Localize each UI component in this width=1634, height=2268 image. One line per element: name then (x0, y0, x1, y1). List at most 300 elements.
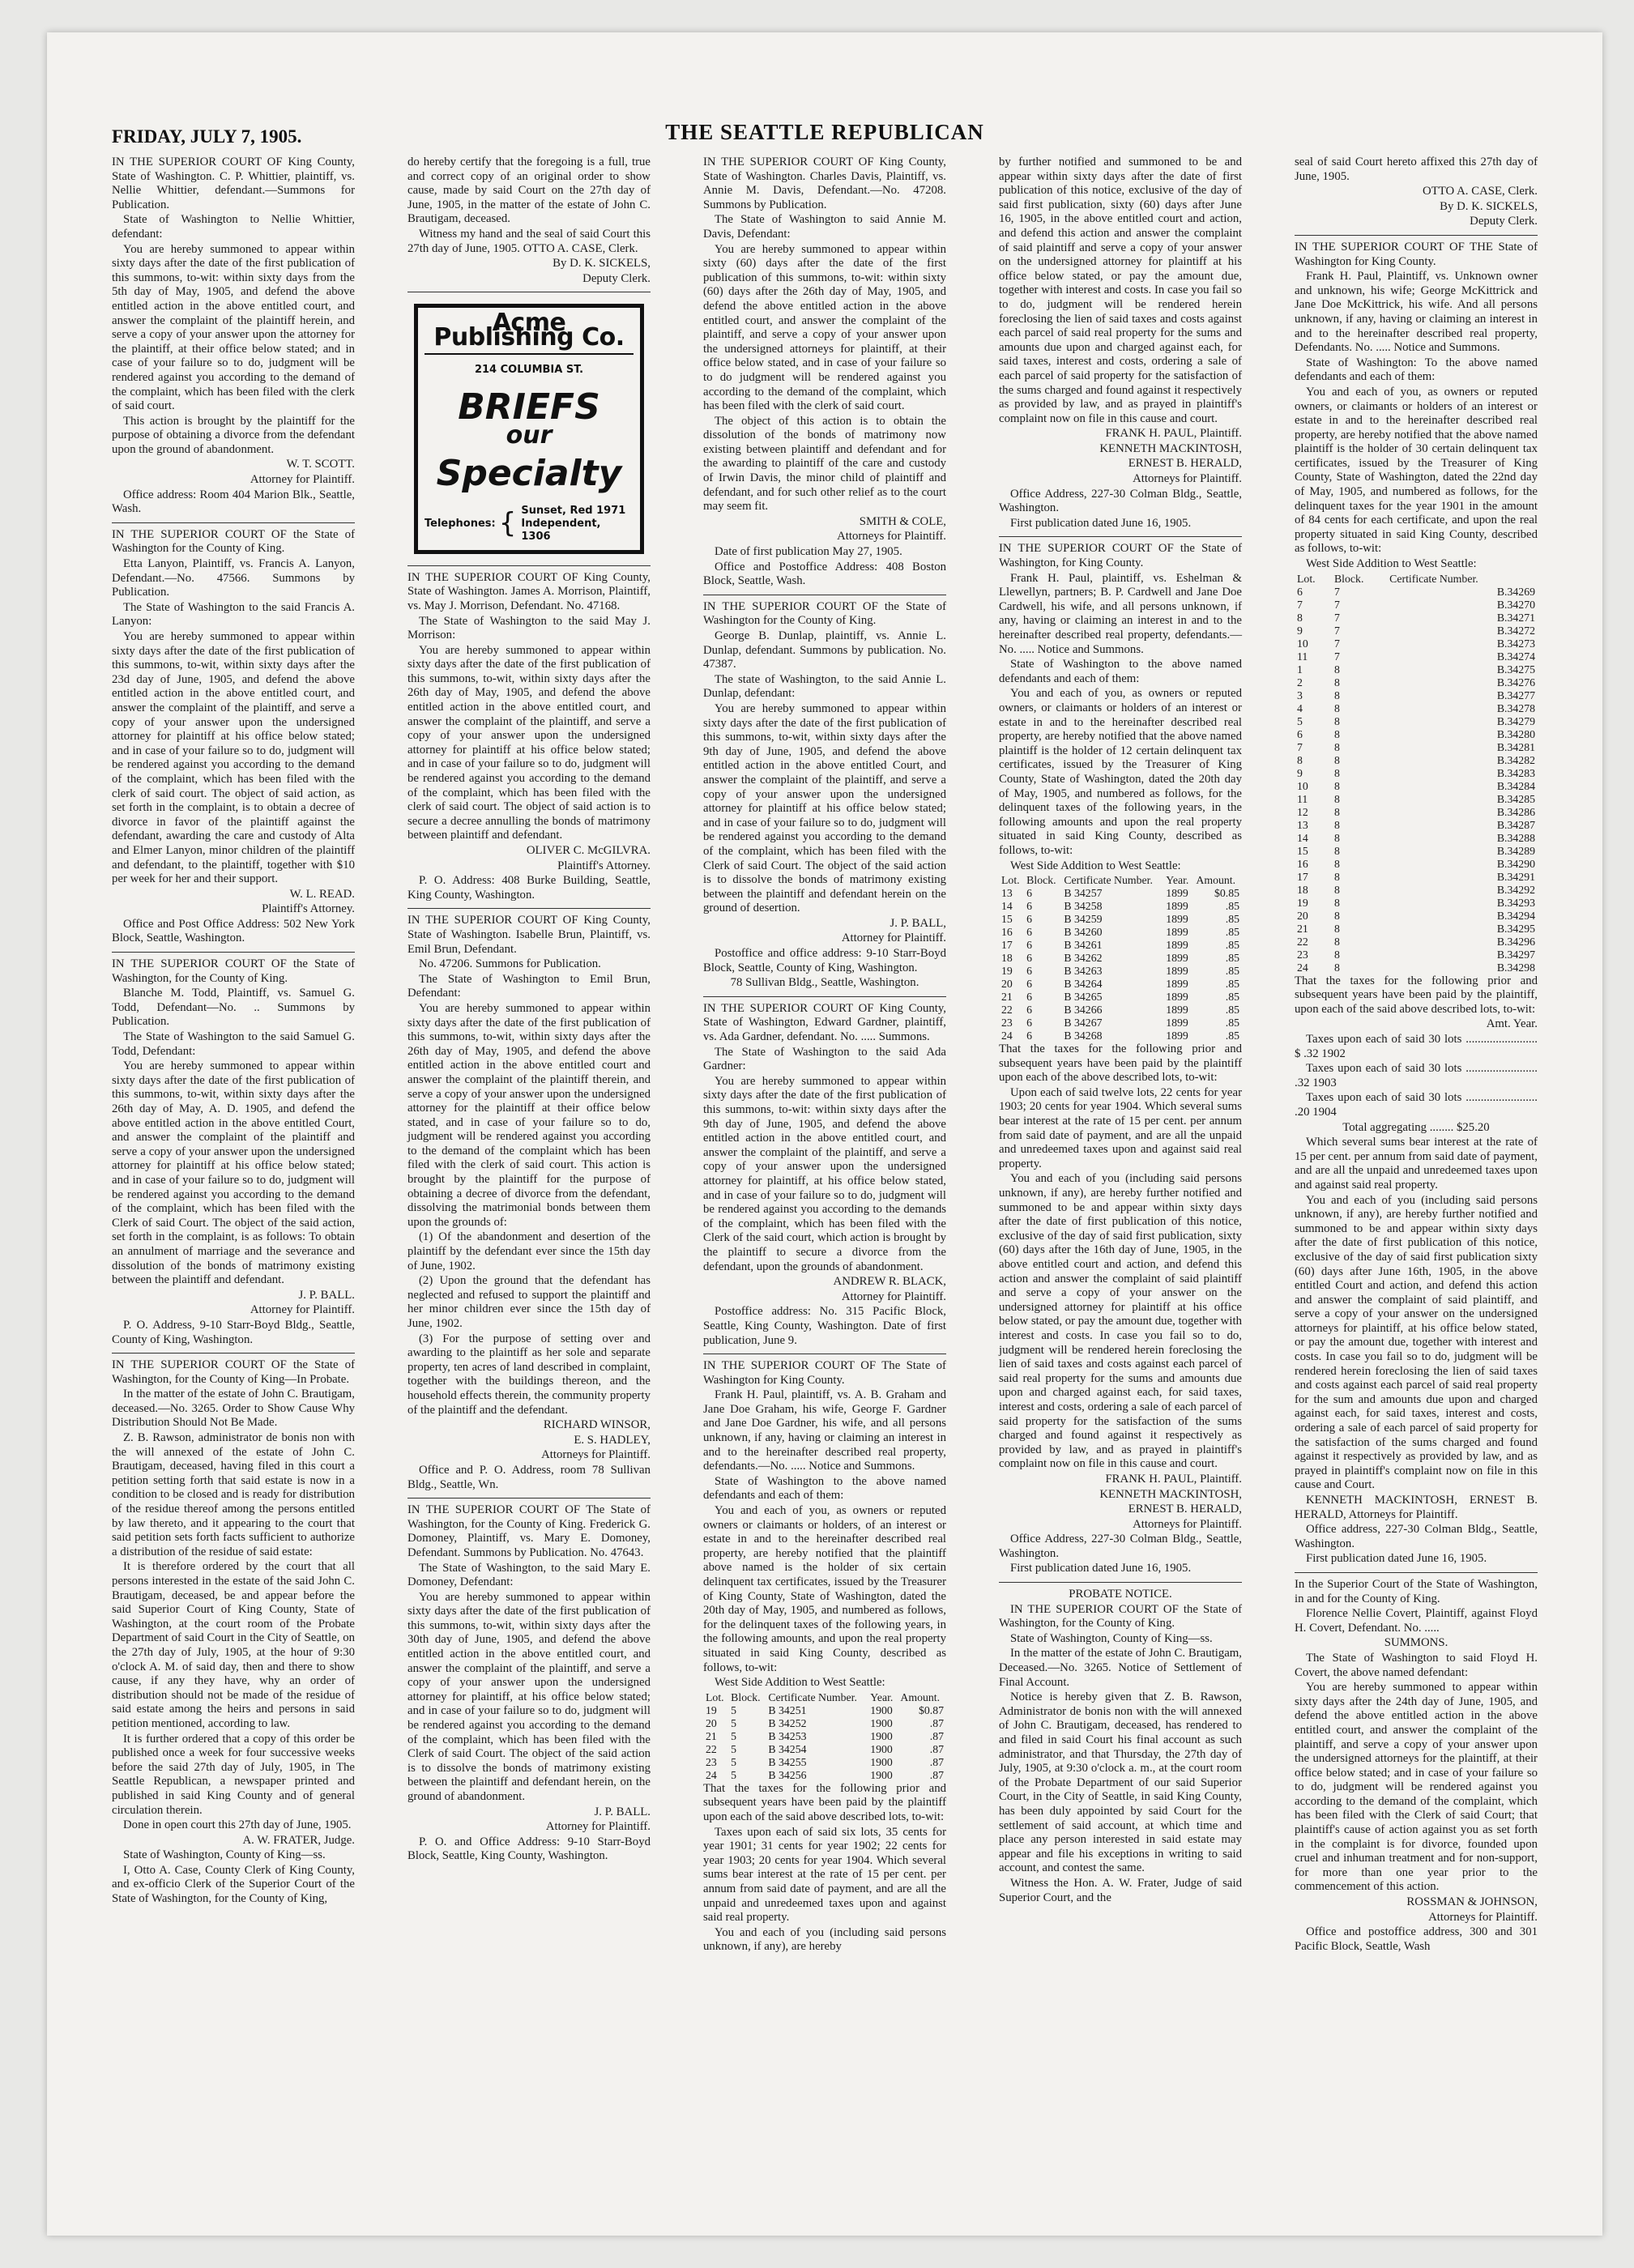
notice-paragraph: That the taxes for the following prior and subsequent years have been paid by the plaintiff, upon each of the said above described lots, to-wit: (1295, 974, 1538, 1016)
table-cell: B 34263 (1064, 965, 1103, 978)
table-cell: 1900 (870, 1729, 893, 1742)
table-cell: 21 (1001, 991, 1013, 1004)
certificate-table (703, 1691, 946, 1782)
table-cell: B.34283 (1496, 766, 1535, 779)
table-cell: 7 (1333, 611, 1340, 624)
brace-glyph: { (498, 506, 517, 539)
divider (112, 1353, 355, 1354)
notice-paragraph: (1) Of the abandonment and desertion of the plaintiff by the defendant ever since the 15th day of June, 1902. (407, 1230, 651, 1273)
table-cell: B.34271 (1496, 611, 1535, 624)
table-cell: 2 (1297, 676, 1303, 688)
table-row (1295, 780, 1538, 793)
table-row (1295, 936, 1538, 949)
notice-paragraph: Frank H. Paul, Plaintiff, vs. Unknown owner and unknown, his wife; George McKittrick and Jane Doe McKittrick, his wife. And all persons unknown, if any, having or claiming an interest in and to the hereinafter described real property, Defendants. No. ..... Notice and Summons. (1295, 270, 1538, 355)
notice-paragraph: IN THE SUPERIOR COURT OF the State of Washington for the County of King. (703, 599, 946, 628)
divider (1295, 1572, 1538, 1573)
notice-paragraph: No. 47206. Summons for Publication. (419, 957, 601, 971)
table-cell: B.34287 (1496, 818, 1535, 831)
notice-paragraph: Witness the Hon. A. W. Frater, Judge of said Superior Court, and the (999, 1876, 1242, 1904)
notice-paragraph: The state of Washington, to the said Annie L. Dunlap, defendant: (703, 672, 946, 701)
table-cell: 8 (1297, 611, 1303, 624)
notice-paragraph: Plaintiff's Attorney. (262, 902, 355, 916)
table-row (1295, 845, 1538, 858)
notice-paragraph: do hereby certify that the foregoing is a full, true and correct copy of an original order to show cause, made by said Court on the 27th day of June, 1905, in the matter of the estate of John C. Brautigam, deceased. (407, 156, 651, 226)
table-row (703, 1730, 946, 1743)
table-cell: 15 (1001, 913, 1013, 926)
notice-paragraph: IN THE SUPERIOR COURT OF THE State of Washington for King County. (1295, 240, 1538, 268)
notice-paragraph: You and each of you (including said persons unknown, if any), are hereby further notified and summoned to be and appear within sixty days after the date of first publication of this notice, exclusive of the day of said first publication sixty (60) days after June 16th, 1905, in the above entitled Court and action, and defend this action and answer the complaint of said plaintiff, and serve a copy of your answer on the undersigned attorneys for plaintiff, at his office below stated, or pay the amount due, together with interest and costs. In case you fail so to do, judgment will be rendered herein foreclosing the lien of said taxes and costs against each parcel of said real property for the sum and amounts due upon and charged against each, for said taxes, interest and costs, ordering a sale of each parcel of said property for the satisfaction of the sums charged and found against it respectively as provided by law, and as prayed in plaintiff's complaint now on file in this cause and Court. (1295, 1193, 1538, 1492)
notice-paragraph: Attorney for Plaintiff. (250, 473, 355, 487)
notice-paragraph: The State of Washington to said Annie M. Davis, Defendant: (703, 213, 946, 241)
notice-paragraph: West Side Addition to West Seattle: (1306, 557, 1477, 571)
table-row (1295, 858, 1538, 871)
notice-paragraph: It is therefore ordered by the court that all persons interested in the estate of the said John C. Brautigam, deceased, be and appear before the said Superior Court of King County, State of Washington, at the court room of the Probate Department of said Court in the City of Seattle, on the 27th day of July, 1905, at the hour of 9:30 o'clock A. M. of said day, then and there to show cause, if any they have, why an order of distribution should not be made of the residue of said estate among the heirs and persons in said petition mentioned, according to law. (112, 1560, 355, 1730)
notice-paragraph: Which several sums bear interest at the rate of 15 per cent. per annum from said date of payment, and are all the unpaid and unredeemed taxes upon and against said real property. (1295, 1136, 1538, 1192)
table-cell: B.34276 (1496, 676, 1535, 688)
table-cell: 8 (1333, 727, 1340, 740)
table-cell: 17 (1297, 870, 1308, 883)
notice-paragraph: It is further ordered that a copy of this order be published once a week for four successive weeks before the said 27th day of July, 1905, in The Seattle Republican, a newspaper printed and published in said King County and of general circulation therein. (112, 1732, 355, 1817)
table-row (999, 913, 1242, 926)
table-cell: 8 (1333, 844, 1340, 857)
table-cell: 6 (1026, 952, 1033, 965)
notice-paragraph: You and each of you, as owners or reputed owners, or claimants or holders of an interest or estate in and to the hereinafter described real property, are hereby notified that the above named plaintiff is the holder of 12 certain delinquent tax certificates, issued by the Treasurer of King County, State of Washington, dated the 20th day of May, 1905, and numbered as follows, for the delinquent taxes of the following years, in the following amounts and upon the real property situated in said King County, described as follows, to-wit: (999, 687, 1242, 857)
notice-paragraph: Witness my hand and the seal of said Court this 27th day of June, 1905. OTTO A. CASE, Clerk. (407, 227, 651, 255)
table-cell: 7 (1333, 637, 1340, 650)
table-cell: 8 (1333, 663, 1340, 676)
newspaper-page (47, 32, 1602, 2236)
notice-paragraph: Office and P. O. Address, room 78 Sullivan Bldg., Seattle, Wn. (407, 1463, 651, 1491)
notice-paragraph: Etta Lanyon, Plaintiff, vs. Francis A. Lanyon, Defendant.—No. 47566. Summons by Publication. (112, 557, 355, 599)
table-row (703, 1769, 946, 1782)
table-cell: 15 (1297, 844, 1308, 857)
notice-paragraph: W. T. SCOTT. (286, 458, 355, 471)
notice-paragraph: by further notified and summoned to be and appear within sixty days after the date of first publication of this notice, exclusive of the day of said first publication, sixty (60) days after June 16, 1905, in the above entitled court and action, and defend this action and answer the complaint of said plaintiff and serve a copy of your answer on the undersigned attorney for plaintiff at his office below stated, or pay the amount due, together with interest and costs. In case you fail so to do, judgment will be rendered herein foreclosing the lien of said taxes and costs against each parcel of said real property for the sums and amounts due upon and charged against each, for said taxes, interest and costs, ordering a sale of each parcel of said property for the satisfaction of the sums charged and found against it respectively as provided by law, and as prayed in plaintiff's complaint now on file in this cause and court. (999, 156, 1242, 425)
notice-paragraph: IN THE SUPERIOR COURT OF King County, State of Washington, Edward Gardner, plaintiff, vs. Ada Gardner, defendant. No. ..... Summons. (703, 1001, 946, 1044)
table-cell: 6 (1026, 1030, 1033, 1042)
table-cell: 23 (706, 1755, 717, 1768)
column-3 (703, 156, 946, 1959)
table-cell: 21 (1297, 922, 1308, 935)
legal-notice (703, 156, 946, 589)
table-cell: B 34256 (768, 1768, 807, 1781)
notice-paragraph: Office Address, 227-30 Colman Bldg., Seattle, Washington. (999, 487, 1242, 515)
notice-paragraph: RICHARD WINSOR, (543, 1418, 651, 1432)
notice-paragraph: SMITH & COLE, (859, 514, 946, 528)
table-cell: 8 (1333, 818, 1340, 831)
notice-paragraph: Attorneys for Plaintiff. (1133, 472, 1242, 486)
notice-paragraph: West Side Addition to West Seattle: (715, 1676, 885, 1690)
table-row (1295, 793, 1538, 806)
notice-paragraph: I, Otto A. Case, County Clerk of King County, and ex-officio Clerk of the Superior Court of the State of Washington, for the County of King, (112, 1863, 355, 1906)
table-cell: B.34279 (1496, 714, 1535, 727)
notice-paragraph: Total aggregating ........ $25.20 (1342, 1120, 1490, 1134)
notice-paragraph: Attorneys for Plaintiff. (541, 1448, 651, 1462)
table-row (1295, 819, 1538, 832)
table-cell: 8 (1333, 701, 1340, 714)
notice-paragraph: You are hereby summoned to appear within sixty (60) days after the date of the first publication of this summons, to-wit: within sixty (60) days after the 26th day of May, 1905, and defend the above entitled action in the above entitled court, and answer the complaint of the plaintiff, and serve a copy of your answer upon the undersigned attorneys for plaintiff, at their office below stated, and in case of your failure so to do judgment will be rendered against you according to the demand of the complaint, which has been filed with the clerk of said court. (703, 242, 946, 413)
table-cell: 8 (1333, 870, 1340, 883)
table-cell: 14 (1001, 900, 1013, 913)
legal-notice (703, 600, 946, 991)
table-cell: .85 (1225, 1004, 1239, 1017)
table-cell: B 34264 (1064, 978, 1103, 991)
notice-paragraph: The State of Washington to the said Samuel G. Todd, Defendant: (112, 1030, 355, 1058)
table-cell: B.34269 (1496, 585, 1535, 598)
certificate-table (999, 874, 1242, 1042)
notice-paragraph: Deputy Clerk. (582, 271, 651, 285)
table-cell: .87 (929, 1742, 944, 1755)
table-cell: 1899 (1166, 926, 1188, 939)
table-cell: 1900 (870, 1755, 893, 1768)
table-cell: B 34252 (768, 1716, 807, 1729)
table-cell: 8 (1333, 883, 1340, 896)
table-cell: 5 (731, 1703, 737, 1716)
notice-paragraph: Office and Post Office Address: 502 New York Block, Seattle, Washington. (112, 917, 355, 945)
notice-paragraph: IN THE SUPERIOR COURT OF the State of Washington, for King County. (999, 542, 1242, 570)
table-cell: B 34260 (1064, 926, 1103, 939)
certificate-table (1295, 573, 1538, 974)
notice-paragraph: seal of said Court hereto affixed this 27th day of June, 1905. (1295, 156, 1538, 183)
notice-paragraph: Deputy Clerk. (1470, 215, 1538, 228)
notice-paragraph: The object of this action is to obtain the dissolution of the bonds of matrimony now existing between plaintiff and defendant and for the awarding to plaintiff of the care and custody of Irwin Davis, the minor child of plaintiff and defendant, and for such other relief as to the court may seem fit. (703, 414, 946, 514)
table-cell: 8 (1333, 831, 1340, 844)
table-cell: 1899 (1166, 952, 1188, 965)
table-cell: 5 (731, 1768, 737, 1781)
table-cell: B.34288 (1496, 831, 1535, 844)
notice-paragraph: IN THE SUPERIOR COURT OF King County, State of Washington. James A. Morrison, Plaintiff, vs. May J. Morrison, Defendant. No. 47168. (407, 570, 651, 612)
notice-paragraph: The State of Washington to the said Francis A. Lanyon: (112, 600, 355, 629)
table-cell: 1899 (1166, 913, 1188, 926)
table-cell: 8 (1333, 714, 1340, 727)
table-row (1295, 910, 1538, 923)
divider (112, 522, 355, 523)
notice-paragraph: KENNETH MACKINTOSH, (1099, 441, 1242, 455)
ad-telephones (424, 505, 634, 544)
notice-paragraph: The State of Washington to the said Ada Gardner: (703, 1045, 946, 1073)
notice-paragraph: You are hereby summoned to appear within sixty days after the 24th day of June, 1905, and defend the above entitled action in the above entitled court, and answer the complaint of the plaintiff, and serve a copy of your answer upon the undersigned attorneys for the plaintiff, at their office below stated; and in case of your failure so to do, judgment will be rendered against you according to the demand of the complaint, which has been filed with the Clerk of said Court; that plaintiff's cause of action against you as set forth in the complaint is for divorce, founded upon cruel and inhuman treatment and for non-support, for more than one year prior to the commencement of this action. (1295, 1681, 1538, 1894)
table-cell: 14 (1297, 831, 1308, 844)
legal-notice (407, 1503, 651, 1864)
notice-paragraph: IN THE SUPERIOR COURT OF King County, State of Washington. Charles Davis, Plaintiff, vs. Annie M. Davis, Defendant.—No. 47208. Summons by Publication. (703, 156, 946, 211)
notice-paragraph: The State of Washington to said Floyd H. Covert, the above named defendant: (1295, 1651, 1538, 1679)
table-row (999, 1004, 1242, 1017)
page-header (112, 120, 1538, 152)
table-cell: B.34289 (1496, 844, 1535, 857)
notice-paragraph: ERNEST B. HERALD, (1128, 1503, 1242, 1516)
table-cell: 1899 (1166, 965, 1188, 978)
table-row (1295, 676, 1538, 689)
table-cell: B.34293 (1496, 896, 1535, 909)
table-header-cell: Amount. (1196, 874, 1236, 887)
notice-paragraph: Attorneys for Plaintiff. (1133, 1517, 1242, 1531)
table-cell: 19 (1297, 896, 1308, 909)
table-cell: 24 (706, 1768, 717, 1781)
table-cell: 8 (1333, 896, 1340, 909)
table-cell: B 34257 (1064, 887, 1103, 900)
table-cell: 1899 (1166, 900, 1188, 913)
table-cell: 6 (1026, 939, 1033, 952)
table-cell: $0.87 (918, 1703, 944, 1716)
table-row (1295, 884, 1538, 897)
notice-paragraph: That the taxes for the following prior and subsequent years have been paid by the plaintiff upon each of the above described lots, to-wit: (999, 1042, 1242, 1085)
notice-paragraph: You and each of you (including said persons unknown, if any), are hereby further notified and summoned to be and appear within sixty days after the date of first publication of this notice, exclusive of the day of said first publication, sixty (60) days after the 16th day of June, 1905, in the above entitled court and action, and defend this action and answer the complaint of said plaintiff and serve a copy of your answer on the undersigned attorney for plaintiff at his office below stated, or pay the amount due, together with interest and costs. In case you fail so to do, judgment will be rendered herein foreclosing the lien of said taxes and costs against each parcel of said real property for the sums and amounts due upon and charged against each, for said taxes, interest and costs, ordering a sale of each parcel of said property for the satisfaction of the sums charged and found against it respectively as provided by law, and as prayed in plaintiff's complaint now on file in this cause and court. (999, 1172, 1242, 1471)
table-cell: 18 (1001, 952, 1013, 965)
notice-paragraph: P. O. Address, 9-10 Starr-Boyd Bldg., Seattle, County of King, Washington. (112, 1318, 355, 1346)
table-cell: 1900 (870, 1716, 893, 1729)
table-cell: 7 (1297, 740, 1303, 753)
notice-paragraph: IN THE SUPERIOR COURT OF King County, State of Washington. C. P. Whittier, plaintiff, vs. Nellie Whittier, defendant.—Summons for Publication. (112, 156, 355, 211)
legal-notice (112, 1358, 355, 1907)
table-cell: 11 (1297, 650, 1308, 663)
table-cell: 8 (1333, 676, 1340, 688)
table-cell: 4 (1297, 701, 1303, 714)
legal-notice (112, 528, 355, 946)
table-cell: 6 (1026, 900, 1033, 913)
legal-notice (999, 1588, 1242, 1905)
table-row (999, 900, 1242, 913)
table-row (1295, 754, 1538, 767)
notice-paragraph: You and each of you (including said persons unknown, if any), are hereby (703, 1925, 946, 1954)
table-cell: 5 (1297, 714, 1303, 727)
table-row (1295, 586, 1538, 599)
table-cell: B 34268 (1064, 1030, 1103, 1042)
table-header-cell: Lot. (1297, 572, 1316, 585)
table-row (999, 978, 1242, 991)
notice-paragraph: In the matter of the estate of John C. Brautigam, Deceased.—No. 3265. Notice of Settlement of Final Account. (999, 1647, 1242, 1689)
notice-paragraph: First publication dated June 16, 1905. (1010, 1562, 1192, 1575)
notice-paragraph: J. P. BALL. (298, 1288, 355, 1302)
table-cell: 16 (1001, 926, 1013, 939)
divider (999, 1582, 1242, 1583)
table-cell: 13 (1001, 887, 1013, 900)
table-row (1295, 663, 1538, 676)
notice-paragraph: In the matter of the estate of John C. Brautigam, deceased.—No. 3265. Order to Show Cause Why Distribution Should Not Be Made. (112, 1388, 355, 1430)
notice-paragraph: J. P. BALL, (890, 916, 946, 930)
notice-paragraph: Attorney for Plaintiff. (545, 1820, 651, 1834)
table-header-cell: Amount. (900, 1690, 941, 1703)
table-row (1295, 961, 1538, 974)
notice-paragraph: Office Address, 227-30 Colman Bldg., Seattle, Washington. (999, 1533, 1242, 1560)
notice-paragraph: IN THE SUPERIOR COURT OF The State of Washington for King County. (703, 1359, 946, 1387)
table-row (1295, 728, 1538, 741)
advertisement-acme-publishing (414, 304, 644, 553)
table-header-cell: Certificate Number. (1389, 572, 1478, 585)
notice-paragraph: ERNEST B. HERALD, (1128, 457, 1242, 471)
notice-paragraph: IN THE SUPERIOR COURT OF the State of Washington, for the County of King. (999, 1602, 1242, 1631)
table-row (999, 1017, 1242, 1030)
table-cell: 8 (1333, 688, 1340, 701)
table-cell: 9 (1297, 624, 1303, 637)
ad-address: 214 COLUMBIA ST. (474, 363, 584, 376)
table-cell: B 34254 (768, 1742, 807, 1755)
notice-paragraph: State of Washington: To the above named defendants and each of them: (1295, 356, 1538, 384)
table-cell: .85 (1225, 991, 1239, 1004)
table-cell: 13 (1297, 818, 1308, 831)
table-cell: B.34297 (1496, 948, 1535, 961)
table-cell: B.34277 (1496, 688, 1535, 701)
table-cell: 23 (1297, 948, 1308, 961)
notice-paragraph: First publication dated June 16, 1905. (1306, 1552, 1487, 1566)
notice-paragraph: ROSSMAN & JOHNSON, (1406, 1895, 1538, 1909)
notice-paragraph: Attorney for Plaintiff. (250, 1303, 355, 1317)
notice-paragraph: Plaintiff's Attorney. (557, 859, 651, 872)
table-cell: 3 (1297, 688, 1303, 701)
notice-paragraph: P. O. and Office Address: 9-10 Starr-Boyd Block, Seattle, King County, Washington. (407, 1835, 651, 1863)
notice-paragraph: (3) For the purpose of setting over and awarding to the plaintiff as her sole and separate property, ten acres of land described in complaint, together with the buildings thereon, and the household effects therein, the community property of the plaintiff and the defendant. (407, 1332, 651, 1417)
notice-paragraph: Done in open court this 27th day of June, 1905. (123, 1818, 352, 1832)
table-cell: 11 (1297, 792, 1308, 805)
table-row (999, 991, 1242, 1004)
table-row (1295, 612, 1538, 625)
table-row (703, 1756, 946, 1769)
table-cell: B 34251 (768, 1703, 807, 1716)
table-cell: 22 (706, 1742, 717, 1755)
table-cell: B.34282 (1496, 753, 1535, 766)
table-header-cell: Block. (1026, 874, 1056, 887)
legal-notice (1295, 1578, 1538, 1954)
notice-paragraph: 78 Sullivan Bldg., Seattle, Washington. (730, 976, 919, 990)
table-cell: 6 (1026, 991, 1033, 1004)
ad-headline: BRIEFS (458, 386, 600, 428)
notice-paragraph: The State of Washington to Emil Brun, Defendant: (407, 972, 651, 1000)
table-cell: 8 (1333, 948, 1340, 961)
notice-paragraph: The State of Washington, to the said Mary E. Domoney, Defendant: (407, 1561, 651, 1589)
table-cell: .85 (1225, 939, 1239, 952)
table-cell: 6 (1026, 913, 1033, 926)
table-cell: B.34278 (1496, 701, 1535, 714)
notice-paragraph: State of Washington, County of King—ss. (123, 1848, 326, 1862)
table-cell: 1899 (1166, 1017, 1188, 1030)
table-cell: .85 (1225, 1030, 1239, 1042)
table-cell: 8 (1297, 753, 1303, 766)
notice-paragraph: The State of Washington to the said May J. Morrison: (407, 614, 651, 642)
table-row (1295, 715, 1538, 728)
notice-paragraph: Postoffice and office address: 9-10 Starr-Boyd Block, Seattle, County of King, Washington. (703, 947, 946, 974)
table-cell: B.34296 (1496, 935, 1535, 948)
table-row (1295, 625, 1538, 637)
legal-notice (999, 156, 1242, 531)
table-cell: 21 (706, 1729, 717, 1742)
notice-paragraph: FRANK H. PAUL, Plaintiff. (1105, 1472, 1242, 1486)
table-cell: 8 (1333, 740, 1340, 753)
notice-paragraph: OTTO A. CASE, Clerk. (1423, 185, 1538, 198)
table-cell: 7 (1333, 585, 1340, 598)
legal-notice (112, 156, 355, 517)
column-5 (1295, 156, 1538, 1959)
notice-paragraph: Amt. Year. (1486, 1017, 1538, 1031)
table-cell: 22 (1001, 1004, 1013, 1017)
table-row (999, 887, 1242, 900)
ad-tagline: Specialty (436, 452, 622, 494)
table-cell: B.34295 (1496, 922, 1535, 935)
table-row (1295, 897, 1538, 910)
notice-paragraph: Upon each of said twelve lots, 22 cents for year 1903; 20 cents for year 1904. Which several sums bear interest at the rate of 15 per cent. per annum from said date of payment, and are all the unpaid and unredeemed taxes upon and against said real property. (999, 1085, 1242, 1170)
table-cell: .87 (929, 1729, 944, 1742)
table-cell: 1899 (1166, 978, 1188, 991)
notice-paragraph: By D. K. SICKELS, (1440, 199, 1538, 213)
table-row (999, 926, 1242, 939)
legal-notice (999, 542, 1242, 1576)
table-cell: 8 (1333, 805, 1340, 818)
notice-paragraph: You are hereby summoned to appear within sixty days after the date of the first publication of this summons, to-wit, within sixty days after the 26th day of May, A. D. 1905, and defend the above entitled action in the above entitled Court, and answer the complaint of the plaintiff and serve a copy of your answer upon the undersigned attorney for plaintiff at his office below stated; and in case of your failure so to do, judgment will be rendered against you according to the demand of the complaint, which has been filed with the Clerk of said Court. The object of the said action, set forth in the complaint, is as follows: To obtain an annulment of marriage and the severance and dissolution of the bonds of matrimony existing between the plaintiff and defendant. (112, 1059, 355, 1287)
column-1 (112, 156, 355, 1912)
notice-paragraph: Attorney for Plaintiff. (841, 1290, 946, 1303)
notice-paragraph: You are hereby summoned to appear within sixty days after the date of the first publication of this summons, to-wit: within sixty days from the 5th day of May, 1905, and defend the above entitled action in the above entitled court, and answer the complaint of the plaintiff herein, and serve a copy of your answer upon the attorney for the plaintiff, at their office below stated; and in case of your failure so to do, judgment will be rendered against you according to the demand of the complaint, which has been filed with the clerk of said court. (112, 242, 355, 413)
notice-paragraph: Taxes upon each of said six lots, 35 cents for year 1901; 31 cents for year 1902; 22 cents for year 1903; 20 cents for year 1904. Which several sums bear interest at the rate of 15 per cent. per annum from said date of payment, and are all the unpaid and unredeemed taxes upon and against said real property. (703, 1825, 946, 1925)
notice-paragraph: Taxes upon each of said 30 lots ........................ $ .32 1902 (1295, 1033, 1538, 1060)
table-header-cell: Year. (1166, 874, 1189, 887)
notice-paragraph: Office and postoffice address, 300 and 301 Pacific Block, Seattle, Wash (1295, 1925, 1538, 1953)
table-cell: 24 (1297, 961, 1308, 974)
table-cell: 1900 (870, 1703, 893, 1716)
notice-paragraph: IN THE SUPERIOR COURT OF The State of Washington, for the County of King. Frederick G. Domoney, Plaintiff, vs. Mary E. Domoney, Defendant. Summons by Publication. No. 47643. (407, 1503, 651, 1559)
notice-paragraph: This action is brought by the plaintiff for the purpose of obtaining a divorce from the defendant upon the ground of abandonment. (112, 414, 355, 456)
table-cell: .87 (929, 1755, 944, 1768)
table-cell: 8 (1333, 909, 1340, 922)
table-row (1295, 650, 1538, 663)
notice-paragraph: West Side Addition to West Seattle: (1010, 859, 1181, 872)
notice-paragraph: In the Superior Court of the State of Washington, in and for the County of King. (1295, 1577, 1538, 1605)
table-cell: .87 (929, 1716, 944, 1729)
table-cell: 7 (1333, 650, 1340, 663)
table-cell: .85 (1225, 913, 1239, 926)
ad-subline: our (506, 421, 552, 450)
table-row (1295, 702, 1538, 715)
table-cell: 1 (1297, 663, 1303, 676)
table-cell: .85 (1225, 926, 1239, 939)
table-row (703, 1704, 946, 1717)
table-header-cell: Lot. (1001, 874, 1020, 887)
legal-notice (407, 571, 651, 903)
table-cell: $0.85 (1214, 887, 1239, 900)
notice-paragraph: You are hereby summoned to appear within sixty days after the date of the first publication of this summons, to-wit, within sixty days after the 23d day of June, 1905, and defend the above entitled action in the above entitled court, and answer the complaint of the plaintiff, and serve a copy of your answer upon the undersigned attorney for plaintiff at his office below stated; and in case of your failure so to do, judgment will be rendered against you according to the demand of the complaint, which has been filed with the clerk of said court. The object of said action, as set forth in the complaint, is to obtain a decree of divorce in favor of the plaintiff against the defendant, awarding the care and custody of Alta and Elmer Lanyon, minor children of the plaintiff and defendant, to the plaintiff, together with $10 per week for her and their support. (112, 630, 355, 886)
notice-paragraph: Florence Nellie Covert, Plaintiff, against Floyd H. Covert, Defendant. No. ..... (1295, 1607, 1538, 1635)
table-cell: B.34298 (1496, 961, 1535, 974)
table-cell: 6 (1026, 1017, 1033, 1030)
notice-paragraph: Notice is hereby given that Z. B. Rawson, Administrator de bonis non with the will annexed of John C. Brautigam, deceased, has rendered to and filed in said Court his final account as such administrator, and that Thursday, the 27th day of July, 1905, at 9:30 o'clock a. m., at the court room of the Probate Department of our said Superior Court, in the City of Seattle, in said King County, has been duly appointed by said Court for the settlement of said account, at which time and place any person interested in said estate may appear and file his exceptions in writing to said account, and contest the same. (999, 1690, 1242, 1875)
table-cell: B 34262 (1064, 952, 1103, 965)
table-cell: 6 (1297, 727, 1303, 740)
notice-paragraph: A. W. FRATER, Judge. (242, 1833, 355, 1847)
notice-paragraph: SUMMONS. (1384, 1636, 1448, 1650)
table-cell: 8 (1333, 857, 1340, 870)
table-cell: .85 (1225, 952, 1239, 965)
table-cell: 16 (1297, 857, 1308, 870)
table-cell: 10 (1297, 779, 1308, 792)
notice-paragraph: George B. Dunlap, plaintiff, vs. Annie L. Dunlap, defendant. Summons by publication. No. 47387. (703, 629, 946, 671)
ad-tel-independent: Independent, 1306 (521, 517, 601, 543)
table-cell: 8 (1333, 779, 1340, 792)
legal-notice (703, 1002, 946, 1348)
legal-notice (703, 1359, 946, 1955)
notice-paragraph: Office address, 227-30 Colman Bldg., Seattle, Washington. (1295, 1523, 1538, 1550)
table-cell: 22 (1297, 935, 1308, 948)
notice-paragraph: Attorney for Plaintiff. (841, 932, 946, 945)
table-cell: B.34291 (1496, 870, 1535, 883)
table-row (703, 1743, 946, 1756)
table-cell: B 34265 (1064, 991, 1103, 1004)
table-row (1295, 767, 1538, 780)
table-row (999, 965, 1242, 978)
notice-paragraph: PROBATE NOTICE. (1069, 1588, 1172, 1601)
table-cell: 19 (1001, 965, 1013, 978)
notice-paragraph: Frank H. Paul, plaintiff, vs. Eshelman & Llewellyn, partners; B. P. Cardwell and Jane Doe Cardwell, his wife, and all persons unknown, if any, having or claiming an interest in and to the hereinafter described real property, defendants.—No. ..... Notice and Summons. (999, 571, 1242, 656)
notice-paragraph: Blanche M. Todd, Plaintiff, vs. Samuel G. Todd, Defendant—No. .. Summons by Publication. (112, 987, 355, 1029)
table-row (999, 1030, 1242, 1042)
legal-notice (112, 957, 355, 1347)
notice-paragraph: By D. K. SICKELS, (552, 257, 651, 271)
